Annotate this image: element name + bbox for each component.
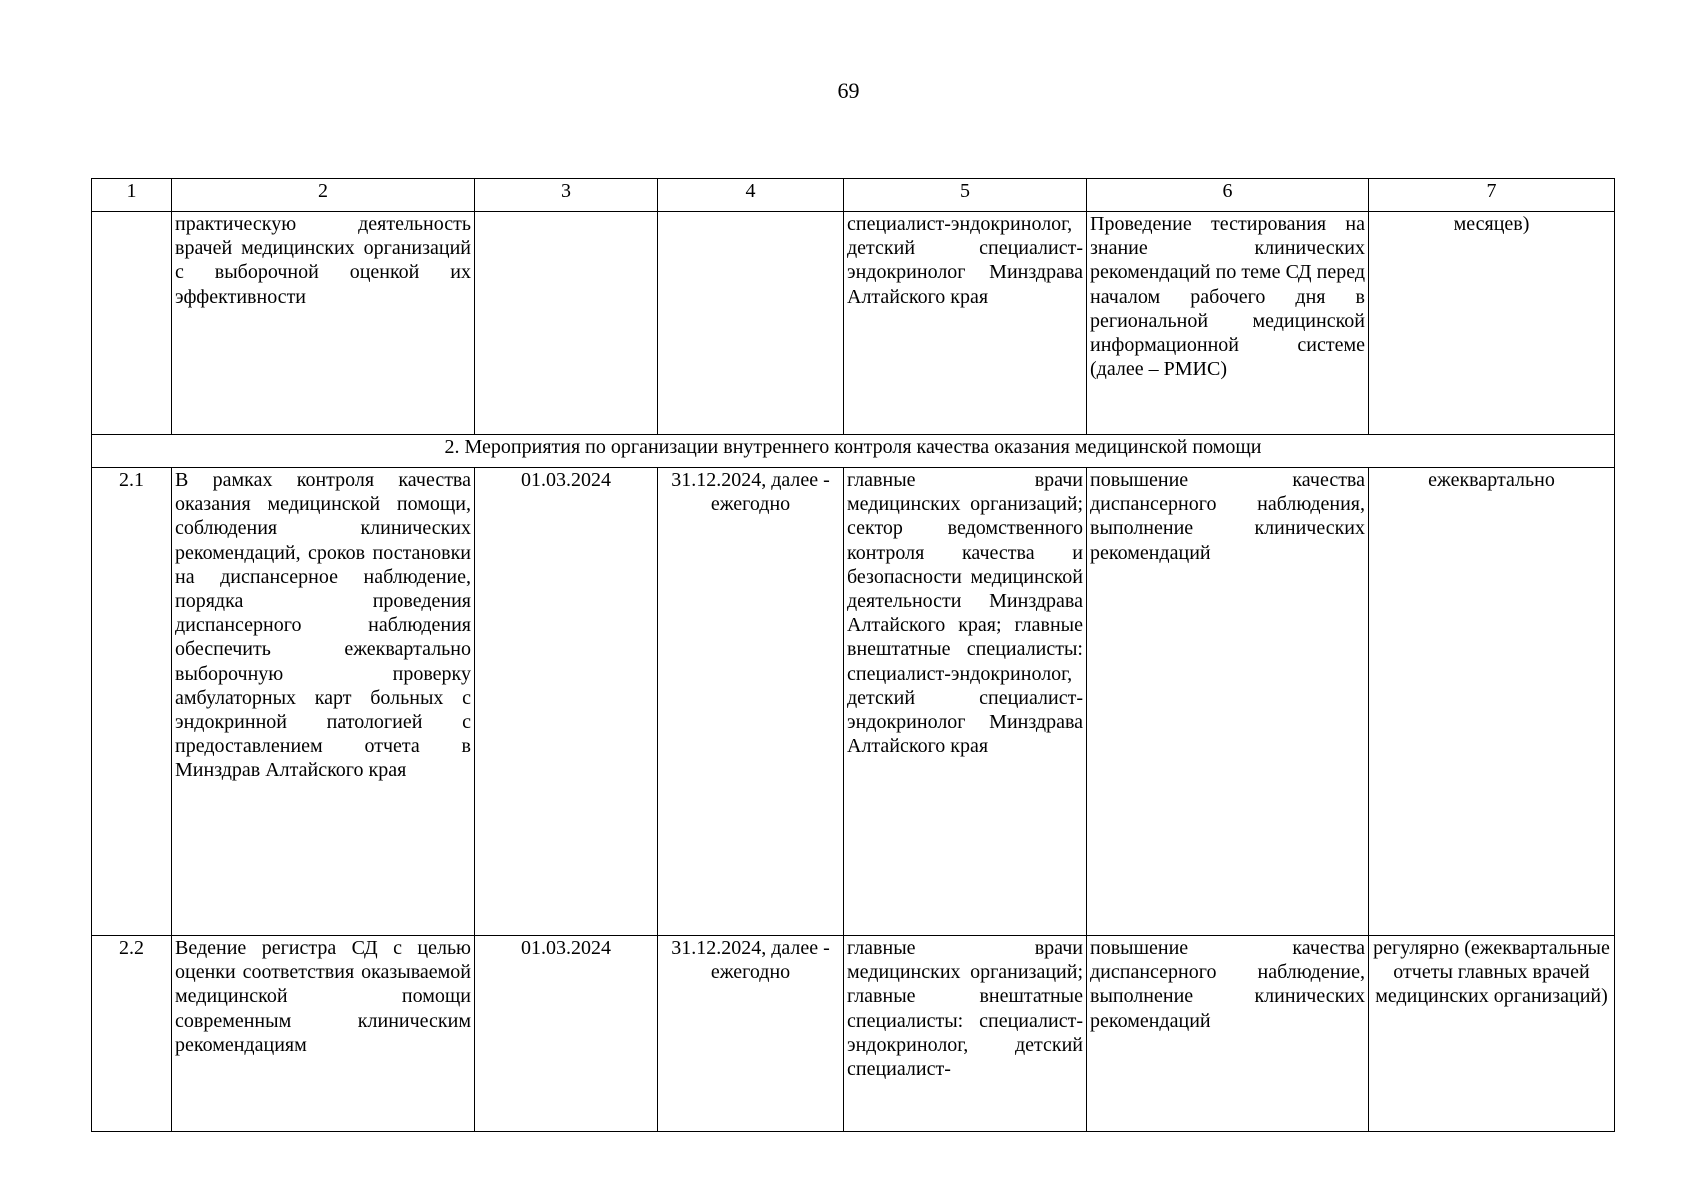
responsible-cell: специалист-эндокринолог, детский специалист-эндокринолог Минздрава Алтайского края [844,212,1087,435]
end-date-cell: 31.12.2024, далее - ежегодно [658,936,844,1132]
periodicity-cell: ежеквартально [1369,468,1615,936]
result-cell: Проведение тестирования на знание клинических рекомендаций по теме СД перед началом рабочего дня в региональной медицинской информационной системе (далее – РМИС) [1087,212,1369,435]
table-row [92,212,1615,435]
column-header: 3 [475,179,658,212]
responsible-cell: главные врачи медицинских организаций; сектор ведомственного контроля качества и безопасности медицинской деятельности Минздрава Алтайского края; главные внештатные специалисты: специалист-эндокринолог, детский специалист-эндокринолог Минздрава Алтайского края [844,468,1087,936]
section-heading-row [92,435,1615,468]
column-header: 1 [92,179,172,212]
event-cell: В рамках контроля качества оказания медицинской помощи, соблюдения клинических рекомендаций, сроков постановки на диспансерное наблюдение, порядка проведения диспансерного наблюдения обеспечить ежеквартально выборочную проверку амбулаторных карт больных с эндокринной патологией с предоставлением отчета в Минздрав Алтайского края [172,468,475,936]
page-number: 69 [837,78,860,103]
start-date-cell: 01.03.2024 [475,468,658,936]
result-cell: повышение качества диспансерного наблюдения, выполнение клинических рекомендаций [1087,468,1369,936]
end-date-cell [658,212,844,435]
section-heading: 2. Мероприятия по организации внутреннего контроля качества оказания медицинской помощи [92,435,1615,468]
column-header: 6 [1087,179,1369,212]
row-number-cell: 2.2 [92,936,172,1132]
row-number-cell [92,212,172,435]
periodicity-cell: регулярно (ежеквартальные отчеты главных врачей медицинских организаций) [1369,936,1615,1132]
end-date-cell: 31.12.2024, далее - ежегодно [658,468,844,936]
periodicity-cell: месяцев) [1369,212,1615,435]
result-cell: повышение качества диспансерного наблюдение, выполнение клинических рекомендаций [1087,936,1369,1132]
start-date-cell [475,212,658,435]
event-cell: Ведение регистра СД с целью оценки соответствия оказываемой медицинской помощи современным клиническим рекомендациям [172,936,475,1132]
column-header: 4 [658,179,844,212]
measures-table [91,178,1615,1132]
start-date-cell: 01.03.2024 [475,936,658,1132]
row-number-cell: 2.1 [92,468,172,936]
table-row [92,936,1615,1132]
responsible-cell: главные врачи медицинских организаций; главные внештатные специалисты: специалист-эндокринолог, детский специалист- [844,936,1087,1132]
event-cell: практическую деятельность врачей медицинских организаций с выборочной оценкой их эффективности [172,212,475,435]
column-header: 2 [172,179,475,212]
column-header: 5 [844,179,1087,212]
table-row [92,468,1615,936]
column-header: 7 [1369,179,1615,212]
column-number-row [92,179,1615,212]
